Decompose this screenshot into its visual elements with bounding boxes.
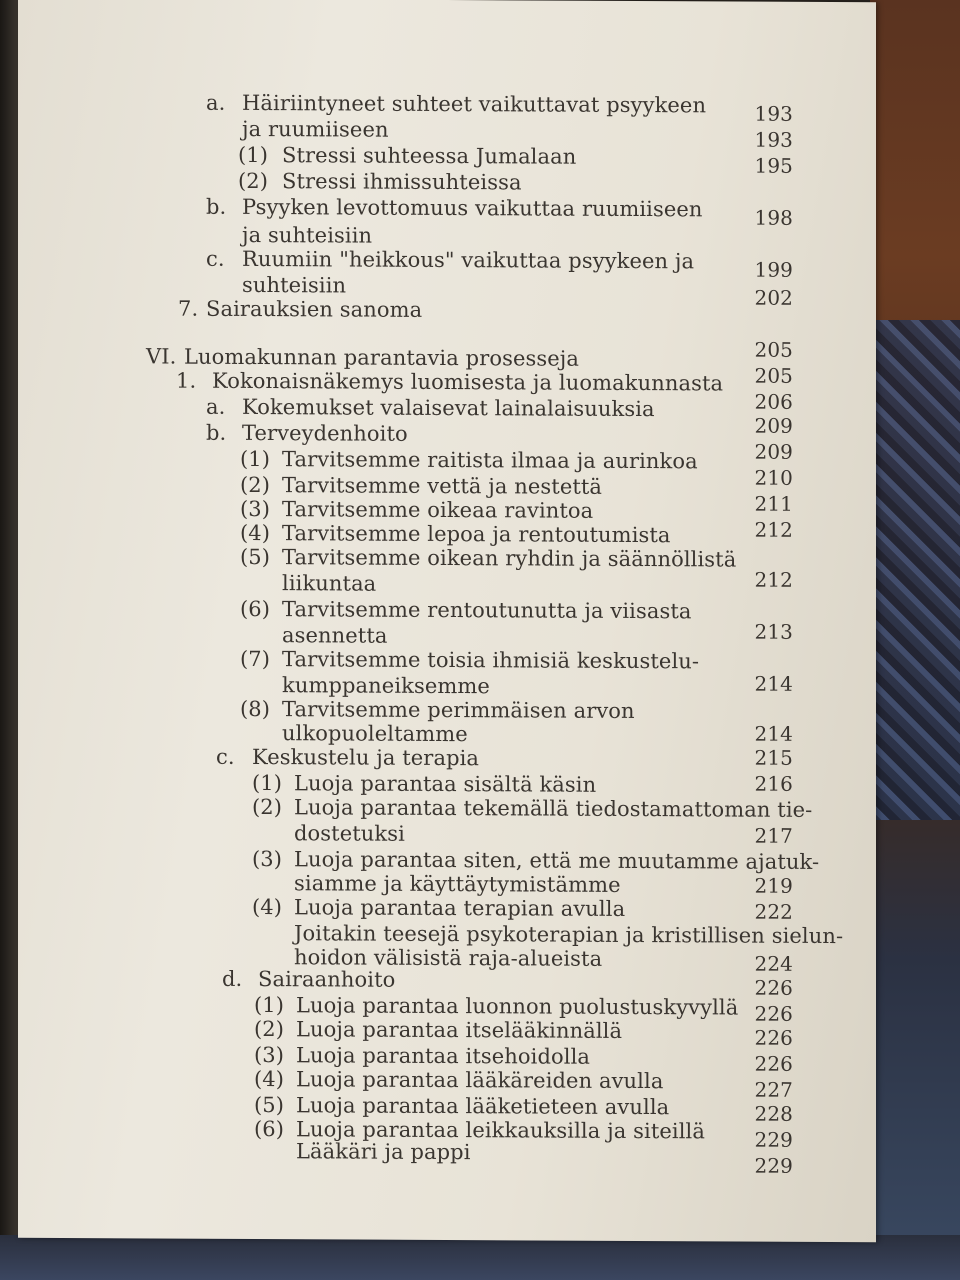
toc-entry — [242, 117, 389, 142]
toc-text: Joitakin teesejä psykoterapian ja kristillisen sielun- — [294, 921, 844, 949]
toc-entry — [206, 247, 694, 274]
toc-marker: (6) — [254, 1116, 285, 1142]
toc-text: Tarvitsemme rentoutunutta ja viisasta — [282, 597, 692, 624]
toc-entry — [254, 1093, 669, 1119]
toc-entry — [176, 369, 723, 396]
page-number: 224 — [754, 951, 793, 976]
toc-text: Stressi ihmissuhteissa — [282, 169, 522, 195]
toc-text: Luoja parantaa terapian avulla — [294, 895, 626, 921]
page-number: 222 — [754, 899, 793, 924]
page-number: 195 — [754, 153, 793, 178]
page-number: 205 — [754, 363, 793, 388]
toc-entry — [252, 847, 819, 874]
toc-entry — [282, 571, 376, 595]
page-number: 229 — [754, 1127, 793, 1152]
table-of-contents — [18, 0, 876, 1178]
toc-text: Kokonaisnäkemys luomisesta ja luomakunnasta — [212, 368, 724, 396]
toc-marker: (3) — [252, 846, 283, 872]
toc-text: Psyyken levottomuus vaikuttaa ruumiiseen — [242, 194, 703, 222]
toc-text: Kokemukset valaisevat lainalaisuuksia — [242, 394, 655, 422]
toc-text: liikuntaa — [282, 571, 377, 596]
book-page — [18, 0, 876, 1242]
toc-marker: c. — [206, 246, 225, 271]
page-number: 205 — [754, 337, 793, 362]
page-number: 213 — [754, 619, 793, 644]
toc-entry — [282, 623, 388, 648]
page-number: 226 — [754, 1001, 793, 1026]
toc-entry — [294, 921, 843, 948]
toc-marker: (2) — [252, 794, 283, 820]
toc-entry — [206, 421, 408, 446]
page-number: 199 — [754, 257, 793, 282]
toc-text: suhteisiin — [242, 272, 347, 298]
toc-entry — [240, 521, 671, 547]
toc-marker: (4) — [252, 894, 283, 920]
toc-text: Tarvitsemme perimmäisen arvon — [282, 697, 635, 723]
toc-marker: (5) — [254, 1092, 285, 1118]
toc-text: Tarvitsemme oikean ryhdin ja säännöllistä — [282, 545, 737, 572]
toc-marker: a. — [206, 394, 226, 419]
background-rug — [870, 320, 960, 820]
page-number: 212 — [754, 517, 793, 542]
toc-text: Luoja parantaa lääkäreiden avulla — [296, 1067, 664, 1094]
toc-entry — [254, 1067, 663, 1093]
toc-entry — [240, 697, 635, 723]
toc-marker: (6) — [240, 596, 271, 622]
toc-marker: (4) — [240, 520, 271, 546]
toc-text: kumppaneiksemme — [282, 673, 490, 699]
page-number: 193 — [754, 101, 793, 126]
page-number: 226 — [754, 1025, 793, 1050]
toc-text: Tarvitsemme toisia ihmisiä keskustelu- — [282, 647, 700, 674]
toc-entry — [206, 91, 706, 118]
toc-marker: (3) — [254, 1042, 285, 1068]
toc-entry — [146, 344, 579, 370]
toc-marker: (1) — [252, 770, 283, 796]
toc-entry — [254, 1043, 590, 1069]
page-number: 193 — [754, 127, 793, 152]
toc-entry — [240, 647, 699, 673]
toc-text: Keskustelu ja terapia — [252, 744, 480, 771]
page-number: 226 — [754, 1051, 793, 1076]
page-number: 198 — [754, 205, 793, 230]
toc-text: Luoja parantaa tekemällä tiedostamattoman tie- — [294, 795, 813, 822]
toc-entry — [238, 143, 576, 169]
toc-marker: (2) — [240, 472, 271, 498]
toc-text: Luoja parantaa itsehoidolla — [296, 1043, 591, 1069]
page-number: 209 — [754, 439, 793, 464]
toc-entry — [254, 1017, 622, 1043]
page-number: 211 — [754, 491, 793, 516]
toc-text: Luoja parantaa siten, että me muutamme ajatuk- — [294, 847, 820, 874]
toc-entry — [240, 597, 692, 623]
toc-text: Tarvitsemme raitista ilmaa ja aurinkoa — [282, 447, 698, 474]
toc-entry — [242, 273, 346, 298]
toc-entry — [222, 967, 395, 992]
toc-marker: 1. — [176, 368, 197, 393]
toc-marker: (1) — [240, 446, 271, 472]
toc-marker: (2) — [254, 1016, 285, 1042]
toc-entry — [252, 771, 596, 797]
toc-entry — [216, 745, 479, 770]
page-number: 228 — [754, 1101, 793, 1126]
toc-entry — [240, 473, 602, 499]
toc-entry — [254, 993, 738, 1020]
page-number: 219 — [754, 873, 793, 898]
toc-marker: VI. — [146, 344, 177, 369]
toc-marker: (8) — [240, 696, 271, 722]
toc-marker: (7) — [240, 646, 271, 672]
toc-entry — [240, 497, 593, 523]
toc-text: Sairaanhoito — [258, 967, 396, 992]
page-number: 202 — [754, 285, 793, 310]
toc-text: Lääkäri ja pappi — [296, 1139, 471, 1165]
toc-text: Häiriintyneet suhteet vaikuttavat psyykeen — [242, 90, 707, 118]
page-number: 227 — [754, 1077, 793, 1102]
toc-marker: (3) — [240, 496, 271, 522]
toc-marker: (2) — [238, 168, 269, 194]
toc-entry — [240, 545, 736, 572]
toc-entry — [296, 1139, 471, 1164]
toc-text: hoidon välisistä raja-alueista — [294, 945, 603, 971]
toc-text: Luomakunnan parantavia prosesseja — [184, 344, 579, 371]
toc-text: Stressi suhteessa Jumalaan — [282, 143, 577, 169]
toc-marker: b. — [206, 420, 227, 445]
toc-text: Tarvitsemme oikeaa ravintoa — [282, 497, 594, 523]
toc-text: dostetuksi — [294, 821, 405, 846]
toc-text: Luoja parantaa itselääkinnällä — [296, 1017, 623, 1043]
toc-text: Tarvitsemme vettä ja nestettä — [282, 473, 603, 499]
toc-text: Sairauksien sanoma — [206, 296, 423, 322]
toc-entry — [206, 195, 703, 222]
page-number: 212 — [754, 567, 793, 592]
toc-entry — [294, 821, 405, 846]
toc-marker: b. — [206, 194, 227, 219]
toc-entry — [238, 169, 522, 194]
page-number: 214 — [754, 671, 793, 696]
toc-marker: a. — [206, 90, 226, 115]
toc-text: ja suhteisiin — [242, 222, 373, 248]
page-number: 209 — [754, 413, 793, 438]
page-number: 229 — [754, 1153, 793, 1178]
toc-text: Ruumiin "heikkous" vaikuttaa psyykeen ja — [242, 246, 695, 274]
page-number: 215 — [754, 745, 793, 770]
page-number: 216 — [754, 771, 793, 796]
toc-text: ulkopuoleltamme — [282, 721, 468, 747]
toc-text: Luoja parantaa leikkauksilla ja siteillä — [296, 1117, 705, 1144]
toc-entry — [242, 223, 372, 248]
background-left — [0, 0, 18, 1280]
toc-marker: d. — [222, 966, 243, 991]
toc-marker: (1) — [238, 142, 269, 168]
toc-text: asennetta — [282, 623, 388, 648]
toc-marker: (1) — [254, 992, 285, 1018]
page-number: 214 — [754, 721, 793, 746]
toc-entry — [252, 895, 625, 921]
toc-text: Terveydenhoito — [242, 420, 408, 446]
toc-marker: (5) — [240, 544, 271, 570]
toc-text: Luoja parantaa sisältä käsin — [294, 771, 597, 797]
toc-marker: c. — [216, 744, 235, 769]
toc-entry — [240, 447, 698, 473]
toc-entry — [206, 395, 655, 421]
page-number: 210 — [754, 465, 793, 490]
toc-entry — [282, 673, 490, 698]
toc-entry — [252, 795, 812, 822]
toc-entry — [294, 871, 621, 897]
toc-text: Luoja parantaa lääketieteen avulla — [296, 1093, 670, 1120]
page-number: 217 — [754, 823, 793, 848]
page-number: 206 — [754, 389, 793, 414]
toc-text: ja ruumiiseen — [242, 116, 389, 142]
toc-entry — [178, 297, 422, 322]
toc-text: Luoja parantaa luonnon puolustuskyvyllä — [296, 993, 739, 1020]
toc-marker: 7. — [178, 296, 199, 321]
toc-marker: (4) — [254, 1066, 285, 1092]
toc-text: siamme ja käyttäytymistämme — [294, 871, 621, 897]
page-number: 226 — [754, 975, 793, 1000]
toc-text: Tarvitsemme lepoa ja rentoutumista — [282, 521, 671, 548]
toc-entry — [282, 721, 468, 746]
